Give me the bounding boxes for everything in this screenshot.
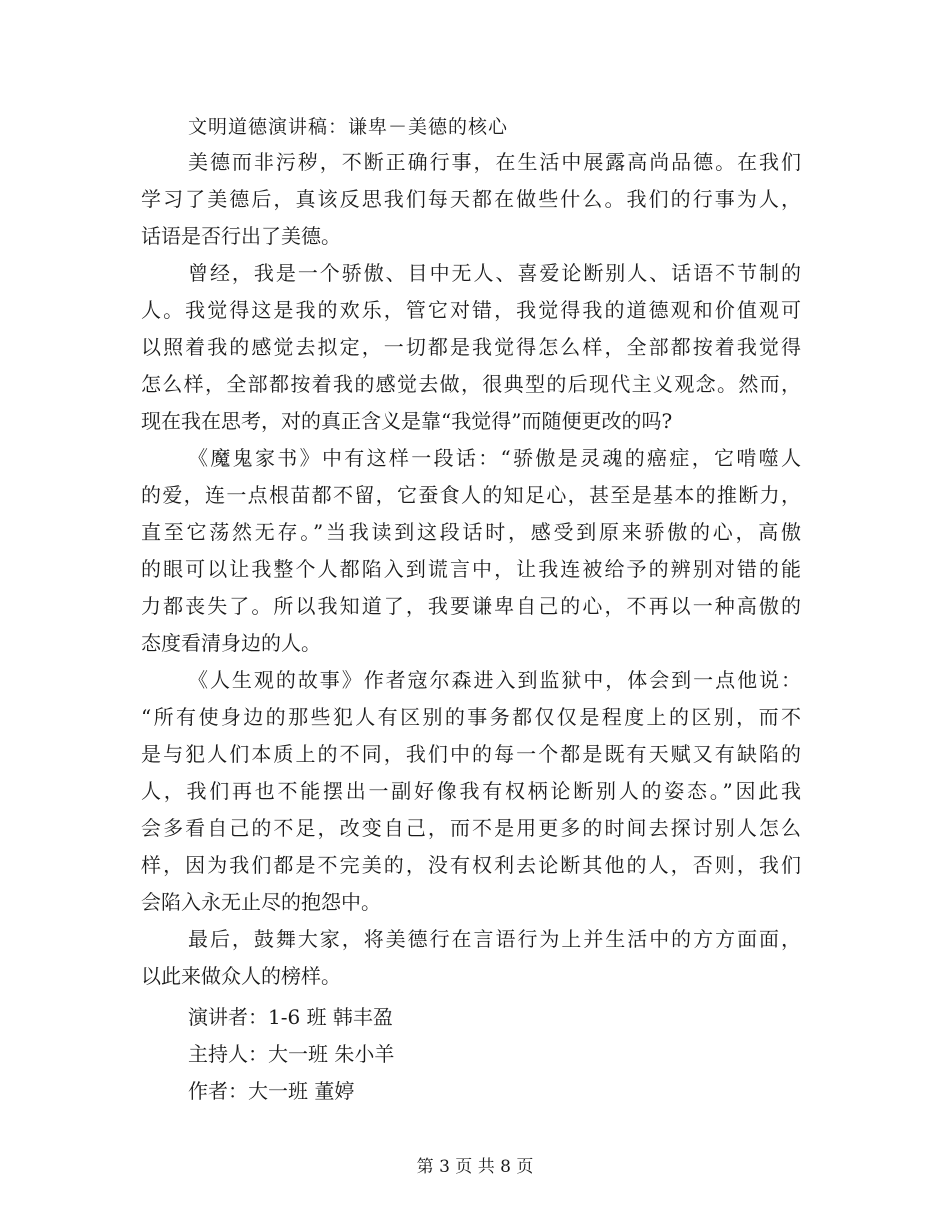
paragraph-4-line-5: 会多看自己的不足，改变自己，而不是用更多的时间去探讨别人怎么: [141, 816, 801, 840]
paragraph-2-line-1: 曾经，我是一个骄傲、目中无人、喜爱论断别人、话语不节制的: [188, 261, 801, 285]
paragraph-4-line-3: 是与犯人们本质上的不同，我们中的每一个都是既有天赋又有缺陷的: [141, 742, 801, 766]
page-number-footer: 第 3 页 共 8 页: [416, 1157, 534, 1177]
paragraph-2-line-4: 怎么样，全部都按着我的感觉去做，很典型的后现代主义观念。然而，: [141, 372, 801, 396]
credit-author: 作者：大一班 董婷: [188, 1079, 355, 1103]
paragraph-4-line-4: 人，我们再也不能摆出一副好像我有权柄论断别人的姿态。”因此我: [141, 779, 801, 803]
paragraph-5-line-1: 最后，鼓舞大家，将美德行在言语行为上并生活中的方方面面，: [188, 927, 801, 951]
paragraph-3-line-6: 态度看清身边的人。: [141, 631, 321, 655]
paragraph-3-line-5: 力都丧失了。所以我知道了，我要谦卑自己的心，不再以一种高傲的: [141, 594, 801, 618]
paragraph-3-line-3: 直至它荡然无存。”当我读到这段话时，感受到原来骄傲的心，高傲: [141, 520, 801, 544]
paragraph-2-line-2: 人。我觉得这是我的欢乐，管它对错，我觉得我的道德观和价值观可: [141, 298, 801, 322]
paragraph-3-line-2: 的爱，连一点根苗都不留，它蚕食人的知足心，甚至是基本的推断力，: [141, 483, 801, 507]
paragraph-4-line-7: 会陷入永无止尽的抱怨中。: [141, 890, 381, 914]
paragraph-3-line-1: 《魔鬼家书》中有这样一段话：“骄傲是灵魂的癌症，它啃噬人: [188, 446, 801, 470]
paragraph-5-line-2: 以此来做众人的榜样。: [141, 964, 341, 988]
document-title: 文明道德演讲稿：谦卑－美德的核心: [188, 116, 509, 138]
paragraph-2-line-5: 现在我在思考，对的真正含义是靠“我觉得”而随便更改的吗?: [141, 409, 673, 433]
paragraph-3-line-4: 的眼可以让我整个人都陷入到谎言中，让我连被给予的辨别对错的能: [141, 557, 801, 581]
paragraph-1-line-3: 话语是否行出了美德。: [141, 224, 341, 248]
paragraph-1-line-1: 美德而非污秽，不断正确行事，在生活中展露高尚品德。在我们: [188, 150, 801, 174]
paragraph-4-line-6: 样，因为我们都是不完美的，没有权利去论断其他的人，否则，我们: [141, 853, 801, 877]
paragraph-4-line-1: 《人生观的故事》作者寇尔森进入到监狱中，体会到一点他说：: [188, 668, 801, 692]
credit-host: 主持人：大一班 朱小羊: [188, 1042, 395, 1066]
paragraph-2-line-3: 以照着我的感觉去拟定，一切都是我觉得怎么样，全部都按着我觉得: [141, 335, 801, 359]
paragraph-1-line-2: 学习了美德后，真该反思我们每天都在做些什么。我们的行事为人，: [141, 187, 801, 211]
credit-speaker: 演讲者：1-6 班 韩丰盈: [188, 1005, 393, 1029]
paragraph-4-line-2: “所有使身边的那些犯人有区别的事务都仅仅是程度上的区别，而不: [141, 705, 801, 729]
